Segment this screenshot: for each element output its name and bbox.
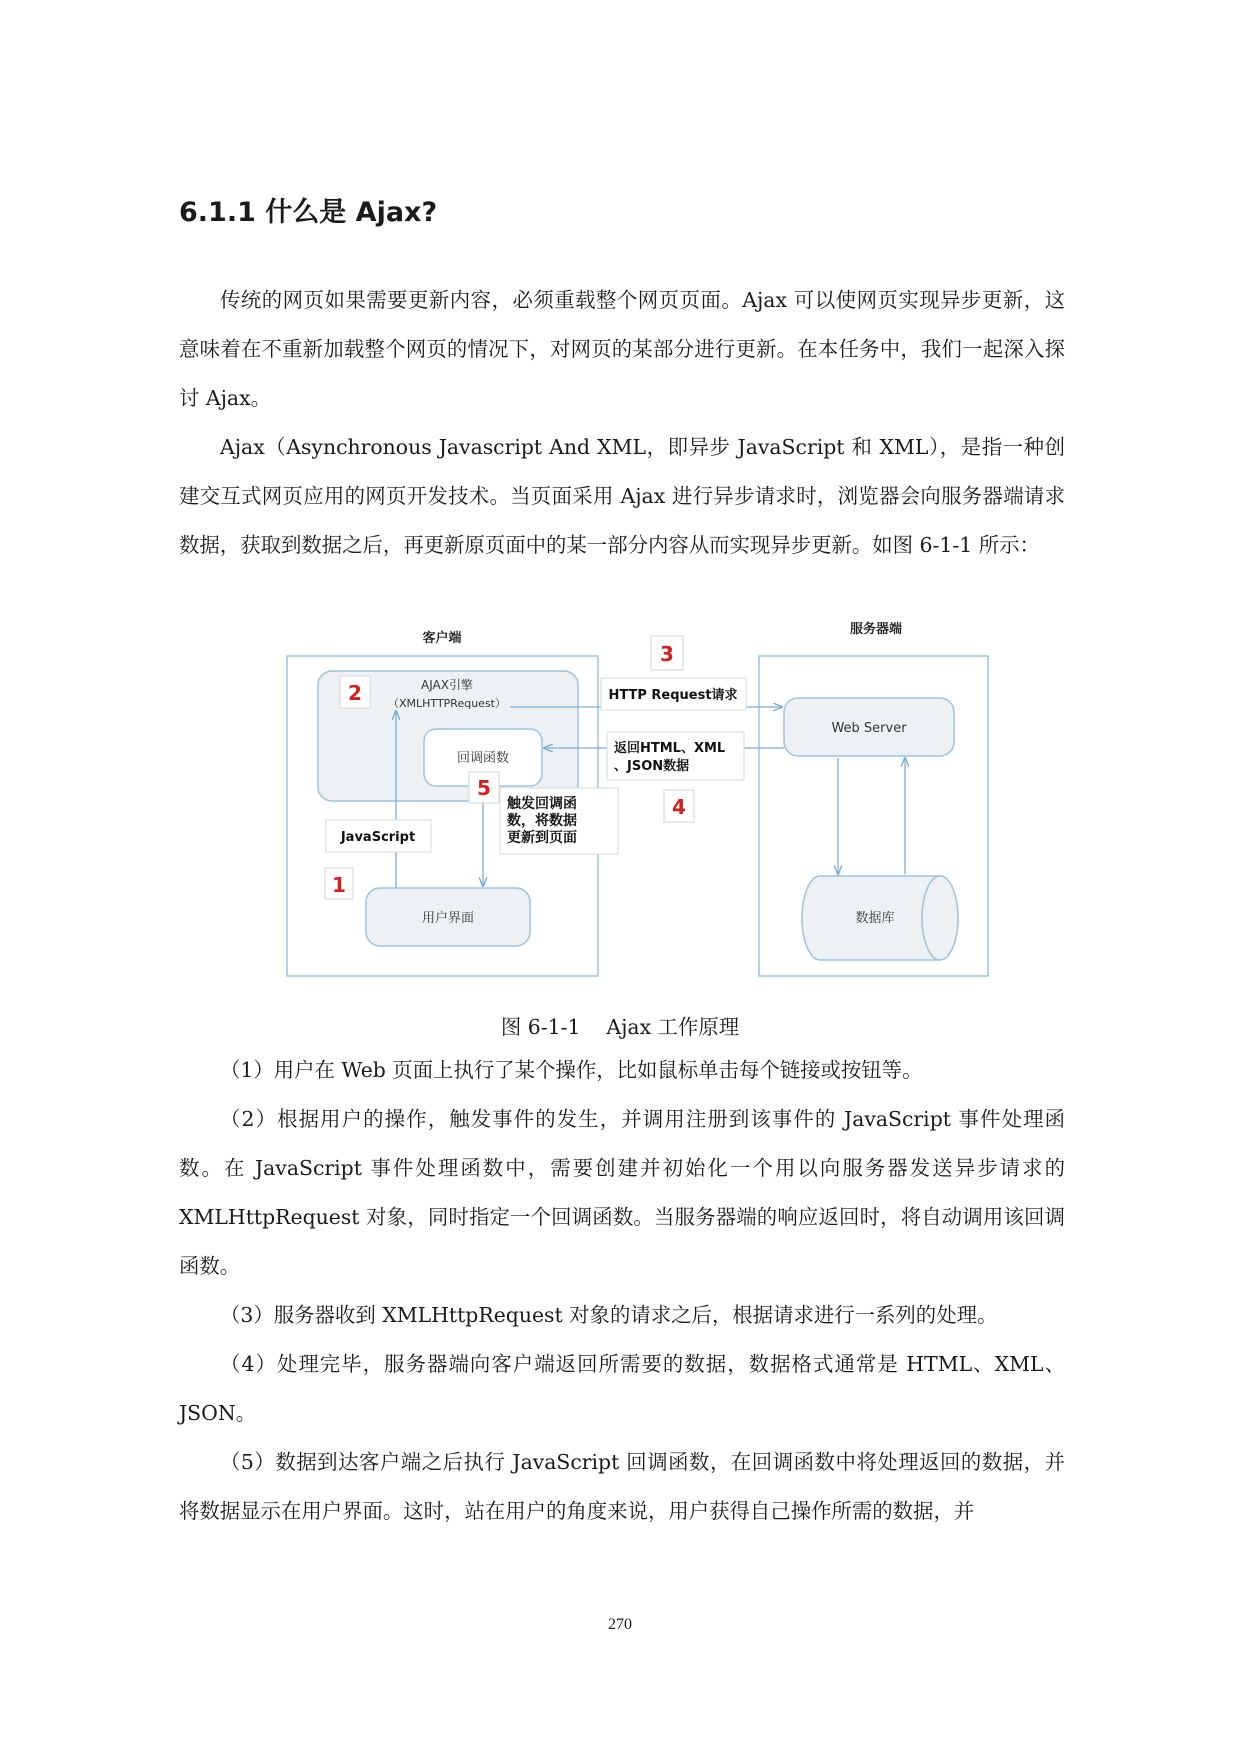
step-paragraph-5: （5）数据到达客户端之后执行 JavaScript 回调函数，在回调函数中将处理返回的数据，并将数据显示在用户界面。这时，站在用户的角度来说，用户获得自己操作所需的数据，并 [179, 1450, 1065, 1523]
step-badge-3-number: 3 [660, 642, 674, 666]
trigger-callback-callout-line1: 触发回调函 [507, 796, 577, 812]
callback-function-label: 回调函数 [456, 751, 510, 766]
server-region-label: 服务器端 [849, 622, 903, 637]
return-data-callout-line2: 、JSON数据 [614, 759, 690, 774]
step-paragraph-3: （3）服务器收到 XMLHttpRequest 对象的请求之后，根据请求进行一系列的处理。 [220, 1303, 998, 1327]
step-paragraph-1: （1）用户在 Web 页面上执行了某个操作，比如鼠标单击每个链接或按钮等。 [220, 1058, 923, 1082]
step-badge-4-number: 4 [672, 795, 686, 819]
step-badge-5-number: 5 [477, 776, 491, 800]
section-title: 6.1.1 什么是 Ajax? [179, 197, 438, 228]
step-badge-2-number: 2 [348, 681, 362, 705]
web-server-label: Web Server [831, 721, 907, 736]
page-number: 270 [608, 1616, 632, 1633]
user-interface-label: 用户界面 [421, 911, 475, 926]
trigger-callback-callout-line2: 数，将数据 [507, 813, 577, 829]
trigger-callback-callout-line3: 更新到页面 [507, 830, 577, 846]
step-paragraph-4: （4）处理完毕，服务器端向客户端返回所需要的数据，数据格式通常是 HTML、XML、JSON。 [179, 1352, 1065, 1425]
database-label: 数据库 [855, 911, 895, 926]
client-region-label: 客户端 [422, 631, 462, 646]
ajax-engine-label: AJAX引擎 [421, 678, 473, 692]
return-data-callout-line1: 返回HTML、XML [614, 741, 726, 756]
step-badge-1-number: 1 [332, 873, 346, 897]
ajax-engine-sublabel: （XMLHTTPRequest） [388, 697, 506, 710]
step-paragraph-2: （2）根据用户的操作，触发事件的发生，并调用注册到该事件的 JavaScript 事件处理函数。在 JavaScript 事件处理函数中，需要创建并初始化一个用以向服务器发送异步请求的 XMLHttpRequest 对象，同时指定一个回调函数。当服务器端的响应返回时，将自动调用该回调函数。 [179, 1107, 1065, 1278]
intro-paragraph-2: Ajax（Asynchronous Javascript And XML，即异步 JavaScript 和 XML），是指一种创建交互式网页应用的网页开发技术。当页面采用 Ajax 进行异步请求时，浏览器会向服务器端请求数据，获取到数据之后，再更新原页面中的某一部分内容从而实现异步更新。如图 6-1-1 所示： [179, 435, 1065, 557]
figure-caption: 图 6-1-1 Ajax 工作原理 [500, 1015, 740, 1039]
http-request-callout-label: HTTP Request请求 [608, 688, 738, 703]
intro-paragraph-1: 传统的网页如果需要更新内容，必须重载整个网页页面。Ajax 可以使网页实现异步更新，这意味着在不重新加载整个网页的情况下，对网页的某部分进行更新。在本任务中，我们一起深入探讨 Ajax。 [179, 288, 1065, 410]
javascript-callout-label: JavaScript [340, 830, 416, 845]
